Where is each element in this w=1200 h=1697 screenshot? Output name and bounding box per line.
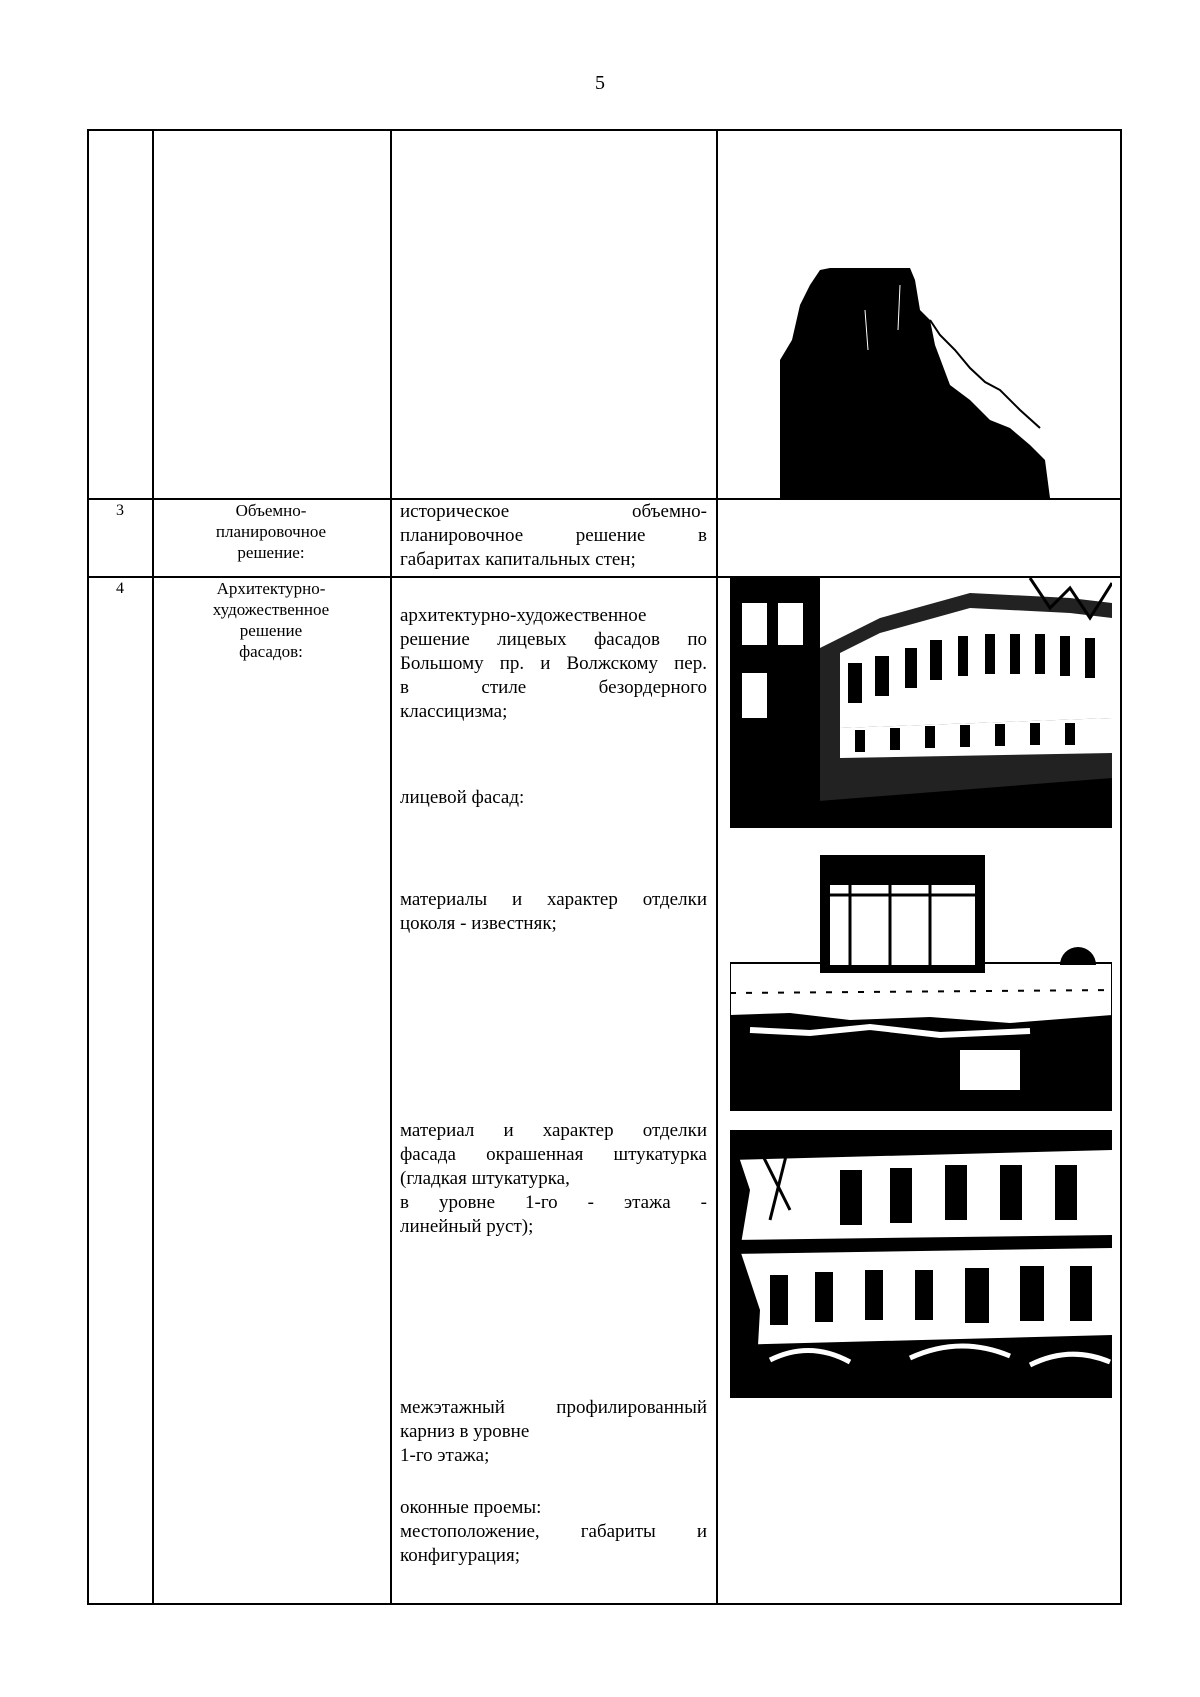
plinth-finish-text: материалы и характер отделки цоколя - известняк; bbox=[400, 889, 707, 934]
photo-facade-corner-view bbox=[730, 578, 1112, 828]
facade-style-text: архитектурно-художественное решение лицевых фасадов по Большому пр. и Волжскому пер. в стиле безордерного классицизма; bbox=[400, 605, 707, 722]
row-number-3: 3 bbox=[116, 502, 124, 519]
col-divider-2 bbox=[390, 129, 392, 1604]
photo-plinth-limestone bbox=[730, 855, 1112, 1111]
window-openings-text: оконные проемы: местоположение, габариты и конфигурация; bbox=[400, 1497, 707, 1566]
front-facade-label: лицевой фасад: bbox=[400, 787, 525, 808]
row-3-title: Объемно- планировочное решение: bbox=[215, 501, 327, 562]
photo-building-tower-silhouette bbox=[780, 250, 1050, 498]
table-border-right bbox=[1120, 129, 1122, 1604]
table-border-left bbox=[87, 129, 89, 1604]
col-divider-1 bbox=[152, 129, 154, 1604]
cornice-text: межэтажный профилированный карниз в уровне 1-го этажа; bbox=[400, 1397, 707, 1466]
col-divider-3 bbox=[716, 129, 718, 1604]
table-border-top bbox=[87, 129, 1122, 131]
table-border-bottom bbox=[87, 1603, 1122, 1605]
facade-finish-text: материал и характер отделки фасада окрашенная штукатурка (гладкая штукатурка, в уровне 1-го - этажа - линейный руст); bbox=[400, 1120, 707, 1237]
photo-facade-street-view bbox=[730, 1130, 1112, 1398]
page-number: 5 bbox=[595, 72, 605, 94]
row-number-4: 4 bbox=[116, 580, 124, 597]
row-3-description: историческое объемно- планировочное решение в габаритах капитальных стен; bbox=[400, 501, 707, 570]
row-4-title: Архитектурно- художественное решение фасадов: bbox=[212, 579, 330, 661]
